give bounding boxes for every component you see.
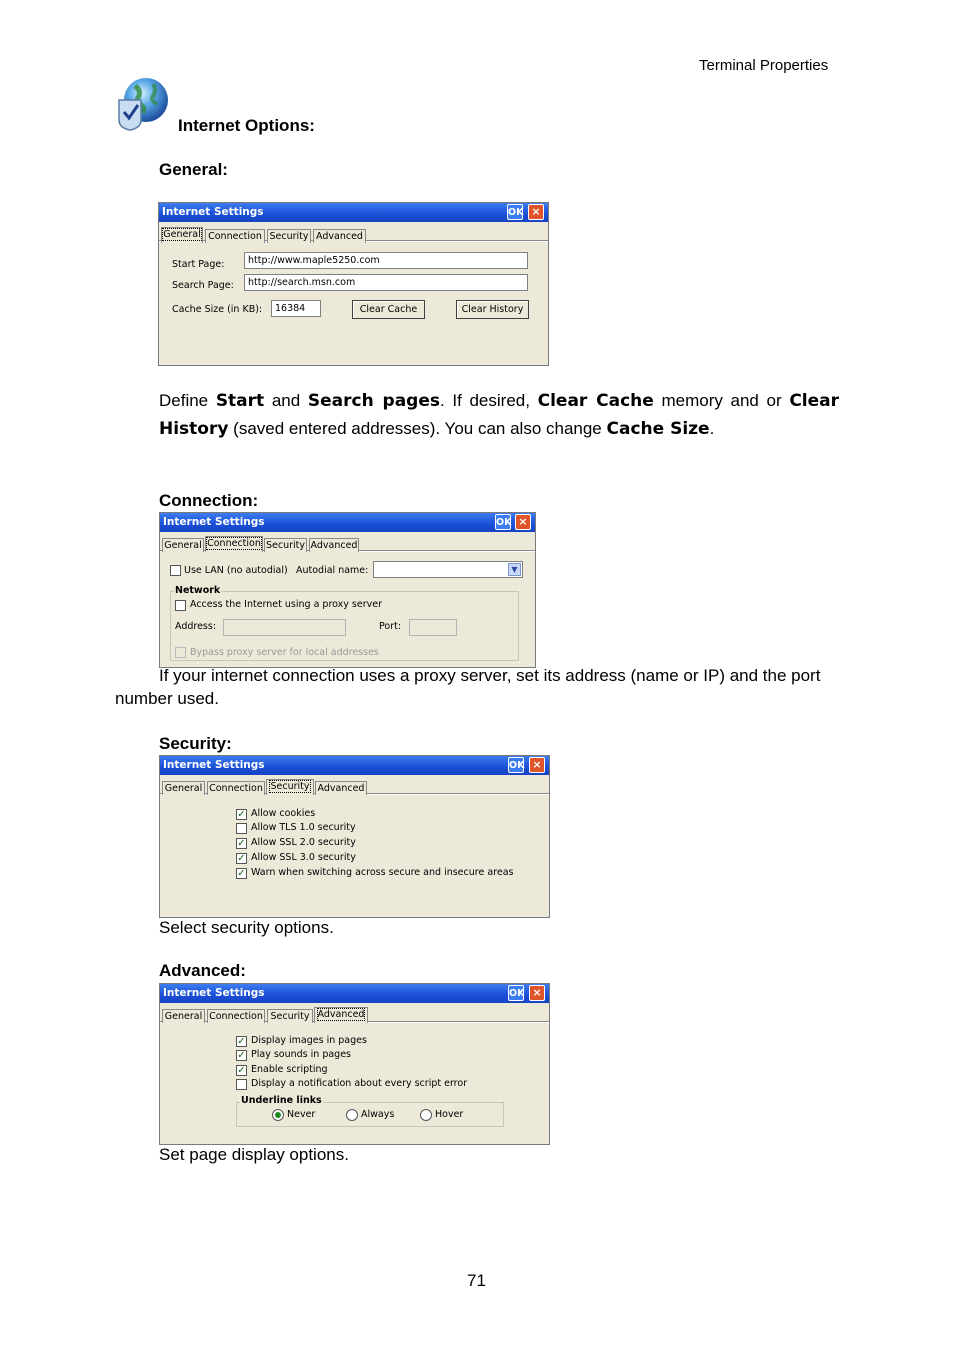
tab-general[interactable]: General xyxy=(162,781,205,795)
general-heading: General: xyxy=(159,160,228,179)
chevron-down-icon[interactable]: ▼ xyxy=(508,563,521,576)
use-lan-label: Use LAN (no autodial) xyxy=(184,565,288,576)
tab-connection[interactable]: Connection xyxy=(207,781,265,795)
always-radio[interactable] xyxy=(346,1109,358,1121)
security-heading: Security: xyxy=(159,734,232,753)
advanced-description: Set page display options. xyxy=(159,1145,349,1164)
close-button[interactable]: × xyxy=(529,985,545,1001)
always-label: Always xyxy=(361,1109,395,1120)
title-bar xyxy=(160,513,535,532)
script-error-checkbox[interactable] xyxy=(236,1079,247,1090)
tab-advanced[interactable]: Advanced xyxy=(310,540,358,551)
display-images-checkbox[interactable]: ✓ xyxy=(237,1036,246,1047)
port-input[interactable] xyxy=(409,619,457,636)
tab-connection[interactable]: Connection xyxy=(205,536,263,552)
port-label: Port: xyxy=(379,621,402,632)
search-page-label: Search Page: xyxy=(172,280,234,291)
dialog-title: Internet Settings xyxy=(163,759,265,771)
connection-dialog xyxy=(159,512,536,668)
section-title: Internet Options: xyxy=(178,116,315,135)
connection-description: If your internet connection uses a proxy server, set its address (name or IP) and the port number used. xyxy=(115,666,821,708)
close-button[interactable]: × xyxy=(529,757,545,773)
tab-security[interactable]: Security xyxy=(267,229,311,243)
tab-advanced[interactable]: Advanced xyxy=(314,1007,368,1023)
connection-heading: Connection: xyxy=(159,491,259,510)
ok-button[interactable]: OK xyxy=(507,204,523,220)
close-button[interactable]: × xyxy=(528,204,544,220)
tab-security[interactable]: Security xyxy=(267,1009,313,1023)
clear-history-button[interactable]: Clear History xyxy=(456,300,529,319)
allow-ssl2-label: Allow SSL 2.0 security xyxy=(251,837,356,848)
hover-label: Hover xyxy=(435,1109,464,1120)
warn-switching-label: Warn when switching across secure and insecure areas xyxy=(251,867,514,878)
allow-ssl2-checkbox[interactable]: ✓ xyxy=(237,838,246,849)
security-dialog xyxy=(159,755,550,918)
clear-cache-button[interactable]: Clear Cache xyxy=(352,300,425,319)
dialog-title: Internet Settings xyxy=(163,516,265,528)
allow-cookies-label: Allow cookies xyxy=(251,808,316,819)
page-number: 71 xyxy=(467,1271,486,1290)
allow-tls-checkbox[interactable] xyxy=(236,823,247,834)
running-header: Terminal Properties xyxy=(699,57,829,74)
never-radio[interactable] xyxy=(272,1109,284,1121)
use-lan-checkbox[interactable] xyxy=(170,565,181,576)
security-description: Select security options. xyxy=(159,918,334,937)
start-page-label: Start Page: xyxy=(172,259,225,270)
start-page-input[interactable]: http://www.maple5250.com xyxy=(244,252,528,269)
dialog-title: Internet Settings xyxy=(163,987,265,999)
warn-switching-checkbox[interactable]: ✓ xyxy=(237,868,246,879)
script-error-label: Display a notification about every script error xyxy=(251,1078,468,1089)
tab-connection[interactable]: Connection xyxy=(205,229,265,243)
tab-advanced[interactable]: Advanced xyxy=(313,229,366,243)
tab-security[interactable]: Security xyxy=(265,540,305,551)
globe-checkmark-icon xyxy=(113,74,171,132)
display-images-label: Display images in pages xyxy=(251,1035,367,1046)
proxy-checkbox[interactable] xyxy=(175,600,186,611)
close-button[interactable]: × xyxy=(515,514,531,530)
hover-radio[interactable] xyxy=(420,1109,432,1121)
cache-size-label: Cache Size (in KB): xyxy=(172,304,263,315)
play-sounds-label: Play sounds in pages xyxy=(251,1049,351,1060)
tab-connection[interactable]: Connection xyxy=(207,1009,265,1023)
allow-ssl3-label: Allow SSL 3.0 security xyxy=(251,852,356,863)
autodial-label: Autodial name: xyxy=(296,565,369,576)
dialog-title: Internet Settings xyxy=(162,206,264,218)
enable-scripting-label: Enable scripting xyxy=(251,1064,328,1075)
general-dialog xyxy=(158,202,549,366)
advanced-dialog xyxy=(159,983,550,1145)
network-label: Network xyxy=(175,585,221,596)
search-page-input[interactable]: http://search.msn.com xyxy=(244,274,528,291)
address-input[interactable] xyxy=(223,619,346,636)
underline-links-label: Underline links xyxy=(241,1095,322,1106)
proxy-label: Access the Internet using a proxy server xyxy=(190,599,382,610)
title-bar xyxy=(160,984,549,1003)
allow-ssl3-checkbox[interactable]: ✓ xyxy=(237,853,246,864)
tab-general[interactable]: General xyxy=(161,227,203,243)
bypass-checkbox[interactable] xyxy=(175,647,186,658)
bypass-label: Bypass proxy server for local addresses xyxy=(190,647,379,658)
general-description: Define Start and Search pages. If desired, Clear Cache memory and or Clear History (saved entered addresses). You can also change Cache Size. xyxy=(159,391,840,439)
tab-general[interactable]: General xyxy=(162,538,204,552)
allow-tls-label: Allow TLS 1.0 security xyxy=(251,822,356,833)
autodial-dropdown[interactable] xyxy=(373,561,523,578)
title-bar xyxy=(159,203,548,222)
play-sounds-checkbox[interactable]: ✓ xyxy=(237,1050,246,1061)
advanced-heading: Advanced: xyxy=(159,961,246,980)
allow-cookies-checkbox[interactable]: ✓ xyxy=(237,809,246,820)
cache-size-input[interactable]: 16384 xyxy=(271,300,321,317)
title-bar xyxy=(160,756,549,775)
ok-button[interactable]: OK xyxy=(495,514,511,530)
tab-security[interactable]: Security xyxy=(266,779,314,795)
tab-advanced[interactable]: Advanced xyxy=(315,781,367,795)
ok-button[interactable]: OK xyxy=(508,985,524,1001)
address-label: Address: xyxy=(175,621,217,632)
tab-general[interactable]: General xyxy=(162,1009,205,1023)
enable-scripting-checkbox[interactable]: ✓ xyxy=(237,1065,246,1076)
never-label: Never xyxy=(287,1109,316,1120)
ok-button[interactable]: OK xyxy=(508,757,524,773)
